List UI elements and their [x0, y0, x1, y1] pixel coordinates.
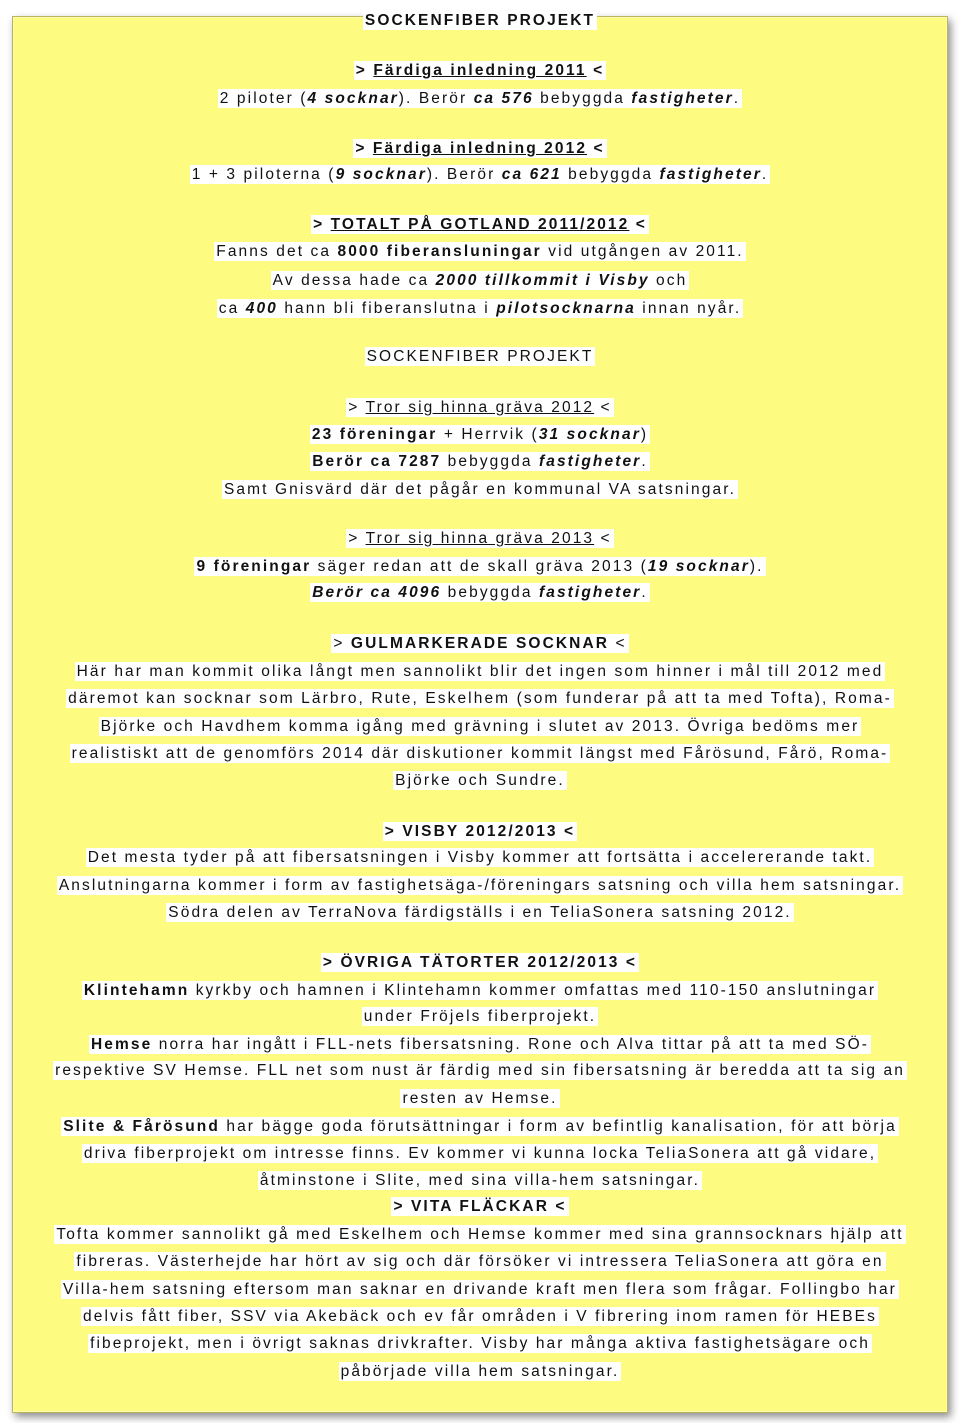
klinte-line1: Klintehamn kyrkby och hamnen i Klintehamn kommer omfattas med 110-150 anslutningar	[83, 982, 877, 999]
vita-line3: Villa-hem satsning eftersom man saknar en drivande kraft men flera som frågar. Follingbo har	[63, 1281, 897, 1298]
s2011-line1: 2 piloter (4 socknar). Berör ca 576 bebyggda fastigheter.	[219, 90, 741, 107]
tror2013-heading: > Tror sig hinna gräva 2013 <	[348, 530, 612, 547]
vita-line4: delvis fått fiber, SSV via Akebäck och ev får områden i V fibrering inom ramen för HEBEs	[83, 1308, 877, 1325]
gul-heading: > GULMARKERADE SOCKNAR <	[333, 635, 627, 652]
tror2013-line1: 9 föreningar säger redan att de skall gräva 2013 (19 socknar).	[196, 558, 764, 575]
hemse-line2: respektive SV Hemse. FLL net som nust är färdig med sin fibersatsning är beredda att ta sig an	[55, 1062, 905, 1079]
slite-line1: Slite & Fårösund har bägge goda förutsättningar i form av befintlig kanalisation, för att börja	[63, 1118, 897, 1135]
s2012-heading: > Färdiga inledning 2012 <	[355, 140, 605, 157]
project1-title: SOCKENFIBER PROJEKT	[364, 12, 596, 29]
tror2013-line2: Berör ca 4096 bebyggda fastigheter.	[312, 584, 648, 601]
visby-line2: Anslutningarna kommer i form av fastighetsäga-/föreningars satsning och villa hem satsningar.	[58, 877, 902, 894]
total-line2: Av dessa hade ca 2000 tillkommit i Visby och	[272, 272, 688, 289]
vita-line2: fibreras. Västerhejde har hört av sig och där försöker vi intressera TeliaSonera att göra en	[76, 1253, 884, 1270]
hemse-line1: Hemse norra har ingått i FLL-nets fibersatsning. Rone och Alva tittar på att ta med SÖ-	[90, 1036, 870, 1053]
tror2012-heading: > Tror sig hinna gräva 2012 <	[348, 399, 612, 416]
slite-line2: driva fiberprojekt om intresse finns. Ev kommer vi kunna locka TeliaSonera att gå vidare,	[83, 1145, 877, 1162]
project2-title: SOCKENFIBER PROJEKT	[366, 348, 594, 365]
gul-line1: Här har man kommit olika långt men sannolikt blir det ingen som hinner i mål till 2012 med	[76, 663, 884, 680]
tror2012-line1: 23 föreningar + Herrvik (31 socknar)	[311, 426, 649, 443]
s2012-line1: 1 + 3 piloterna (9 socknar). Berör ca 621 bebyggda fastigheter.	[191, 166, 769, 183]
gul-line2: däremot kan socknar som Lärbro, Rute, Eskelhem (som funderar på att ta med Tofta), Roma-	[68, 690, 892, 707]
klinte-line2: under Fröjels fiberprojekt.	[363, 1008, 597, 1025]
vita-heading: > VITA FLÄCKAR <	[393, 1198, 567, 1215]
s2011-heading: > Färdiga inledning 2011 <	[355, 62, 605, 79]
visby-line1: Det mesta tyder på att fibersatsningen i Visby kommer att fortsätta i accelererande takt.	[87, 849, 873, 866]
slite-line3: åtminstone i Slite, med sina villa-hem satsningar.	[259, 1172, 701, 1189]
total-line3: ca 400 hann bli fiberanslutna i pilotsocknarna innan nyår.	[218, 300, 742, 317]
total-line1: Fanns det ca 8000 fiberansluningar vid utgången av 2011.	[216, 243, 744, 260]
gul-line3: Björke och Havdhem komma igång med grävning i slutet av 2013. Övriga bedöms mer	[100, 718, 860, 735]
vita-line5: fibeprojekt, men i övrigt saknas drivkrafter. Visby har många aktiva fastighetsägare och	[90, 1335, 870, 1352]
tror2012-line3: Samt Gnisvärd där det pågår en kommunal VA satsningar.	[223, 481, 737, 498]
gul-line5: Björke och Sundre.	[395, 772, 565, 789]
vita-line1: Tofta kommer sannolikt gå med Eskelhem och Hemse kommer med sina grannsocknars hjälp att	[56, 1226, 904, 1243]
hemse-line3: resten av Hemse.	[402, 1090, 558, 1107]
vita-line6: påbörjade villa hem satsningar.	[340, 1363, 620, 1380]
visby-line3: Södra delen av TerraNova färdigställs i en TeliaSonera satsning 2012.	[168, 904, 792, 921]
gul-line4: realistiskt att de genomförs 2014 där diskutioner kommit längst med Fårösund, Fårö, Roma-	[71, 745, 889, 762]
visby-heading: > VISBY 2012/2013 <	[384, 823, 576, 840]
total-heading: > TOTALT PÅ GOTLAND 2011/2012 <	[313, 216, 647, 233]
ovriga-heading: > ÖVRIGA TÄTORTER 2012/2013 <	[322, 954, 638, 971]
tror2012-line2: Berör ca 7287 bebyggda fastigheter.	[312, 453, 648, 470]
